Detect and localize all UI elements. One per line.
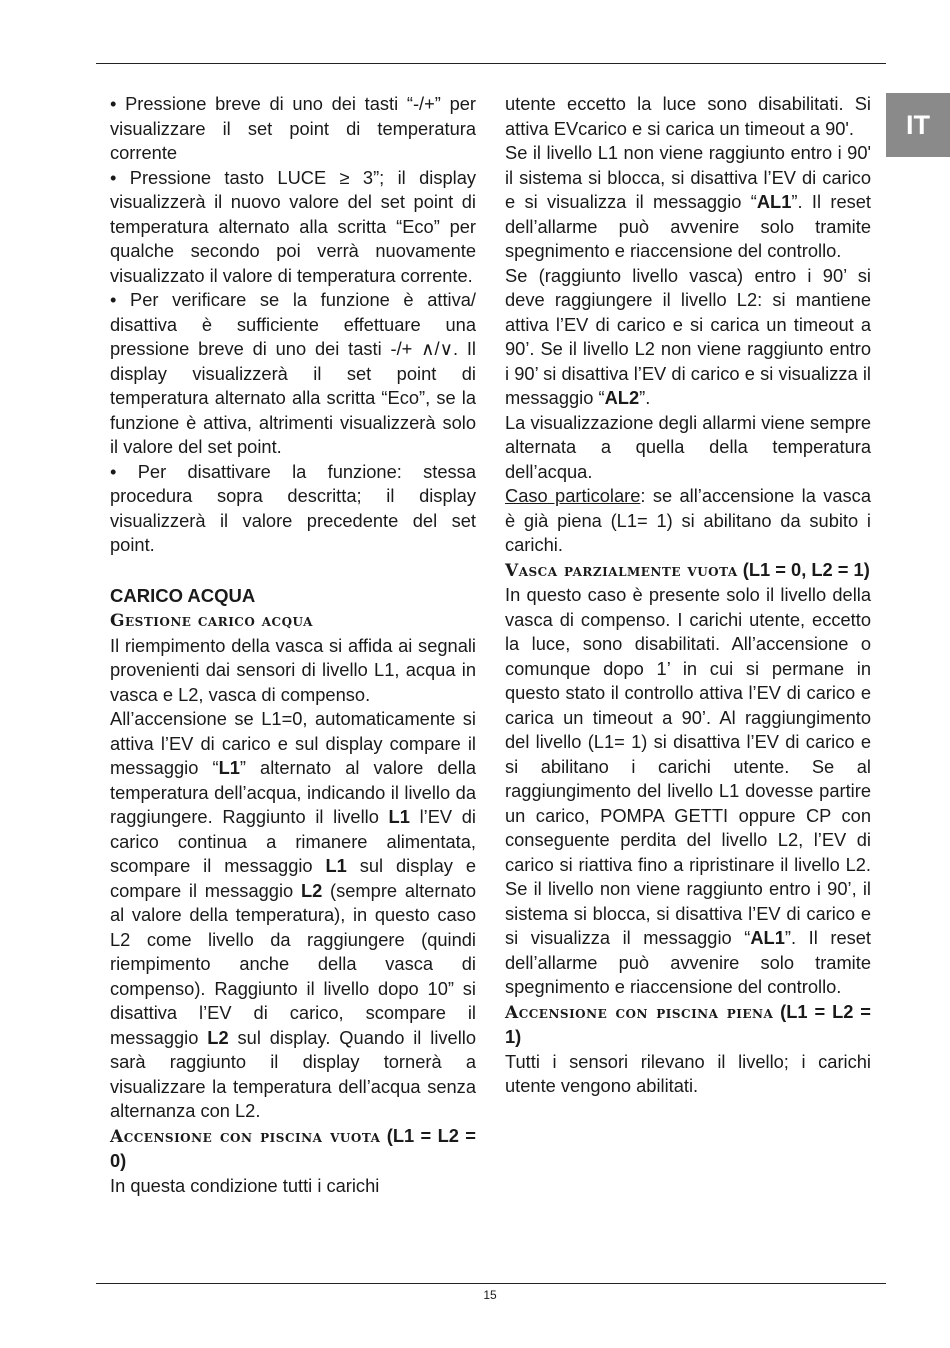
paragraph: All’accensione se L1=0, automaticamente si attiva l’EV di carico e sul display compare il messaggio “L1” alternato al valore della temperatura dell’acqua, indicando il livello da raggiungere. Raggiunto il livello L1 l’EV di carico continua a rimanere alimentata, scompare il messaggio L1 sul display e compare il messaggio L2 (sempre alternato al valore della temperatura), in questo caso L2 come livello da raggiungere (quindi riempimento anche della vasca di compenso). Raggiunto il livello dopo 10” si disattiva l’EV di carico, scompare il messaggio L2 sul display. Quando il livello sarà raggiunto il display tornerà a visualizzare la temperatura dell’acqua senza alternanza con L2. (110, 708, 476, 1121)
paragraph: Se (raggiunto livello vasca) entro i 90’ si deve raggiungere il livello L2: si mantiene attiva l’EV di carico e si carica un timeout a 90’. Se il livello L2 non viene raggiunto entro i 90’ si disattiva l’EV di carico e si visualizza il messaggio “AL2”. (505, 264, 871, 408)
paragraph: In questa condizione tutti i carichi (110, 1174, 380, 1196)
paragraph: Il riempimento della vasca si affida ai segnali provenienti dai sensori di livello L1, acqua in vasca e L2, vasca di compenso. (110, 634, 476, 705)
bullet-item: • Pressione breve di uno dei tasti “-/+” per visualizzare il set point di temperatura corrente (110, 92, 476, 166)
page-number: 15 (483, 1288, 497, 1302)
footer-rule (96, 1283, 886, 1284)
right-column (505, 92, 871, 1099)
paragraph: utente eccetto la luce sono disabilitati. Si attiva EVcarico e si carica un timeout a 90'. (505, 93, 871, 139)
bullet-item: • Per disattivare la funzione: stessa procedura sopra descritta; il display visualizzerà il valore precedente del set point. (110, 460, 476, 558)
header-rule (96, 63, 886, 64)
paragraph: In questo caso è presente solo il livello della vasca di compenso. I carichi utente, eccetto la luce, sono disabilitati. All’accensione o comunque dopo 1’ in cui si permane in questo stato il controllo attiva l’EV di carico e carica un timeout a 90’. Al raggiungimento del livello (L1= 1) si disattiva l’EV di carico e si abilitano i carichi utente. Se al raggiungimento del livello L1 dovesse partire un carico, POMPA GETTI oppure CP con conseguente perdita del livello L2, l’EV di carico si riattiva fino a ripristinare il livello L2. Se il livello non viene raggiunto entro i 90’, il sistema si blocca, si disattiva l’EV di carico e si visualizza il messaggio “AL1”. Il reset dell’allarme può avvenire solo tramite spegnimento e riaccensione del controllo. (505, 584, 871, 997)
subheading: Vasca parzialmente vuota (L1 = 0, L2 = 1) (505, 558, 870, 581)
language-tab: IT (886, 93, 950, 157)
bullet-item: • Per verificare se la funzione è attiva/ disattiva è sufficiente effettuare una pressione breve di uno dei tasti -/+ ∧/∨. Il display visualizzerà il set point di temperatura alternato alla scritta “Eco”, se la funzione è attiva, altrimenti visualizzerà solo il valore del set point. (110, 288, 476, 460)
section-heading: CARICO ACQUA (110, 584, 256, 606)
paragraph: Se il livello L1 non viene raggiunto entro i 90' il sistema si blocca, si disattiva l’EV di carico e si visualizza il messaggio “AL1”. Il reset dell’allarme può avvenire solo tramite spegnimento e riaccensione del controllo. (505, 142, 872, 261)
spacer (110, 558, 476, 582)
left-column (110, 92, 476, 1198)
paragraph: Caso particolare: se all’accensione la vasca è già piena (L1= 1) si abilitano da subito i carichi. (505, 485, 871, 555)
bullet-item: • Pressione tasto LUCE ≥ 3”; il display visualizzerà il nuovo valore del set point di temperatura alternato alla scritta “Eco” per qualche secondo poi verrà nuovamente visualizzato il valore di temperatura corrente. (110, 166, 476, 289)
paragraph: La visualizzazione degli allarmi viene sempre alternata a quella della temperatura dell’acqua. (505, 411, 871, 482)
subheading: Accensione con piscina vuota (L1 = L2 = 0) (110, 1124, 476, 1171)
subheading: Gestione carico acqua (110, 611, 313, 631)
paragraph: Tutti i sensori rilevano il livello; i carichi utente vengono abilitati. (505, 1050, 871, 1096)
subheading: Accensione con piscina piena (L1 = L2 = 1) (505, 1000, 871, 1047)
